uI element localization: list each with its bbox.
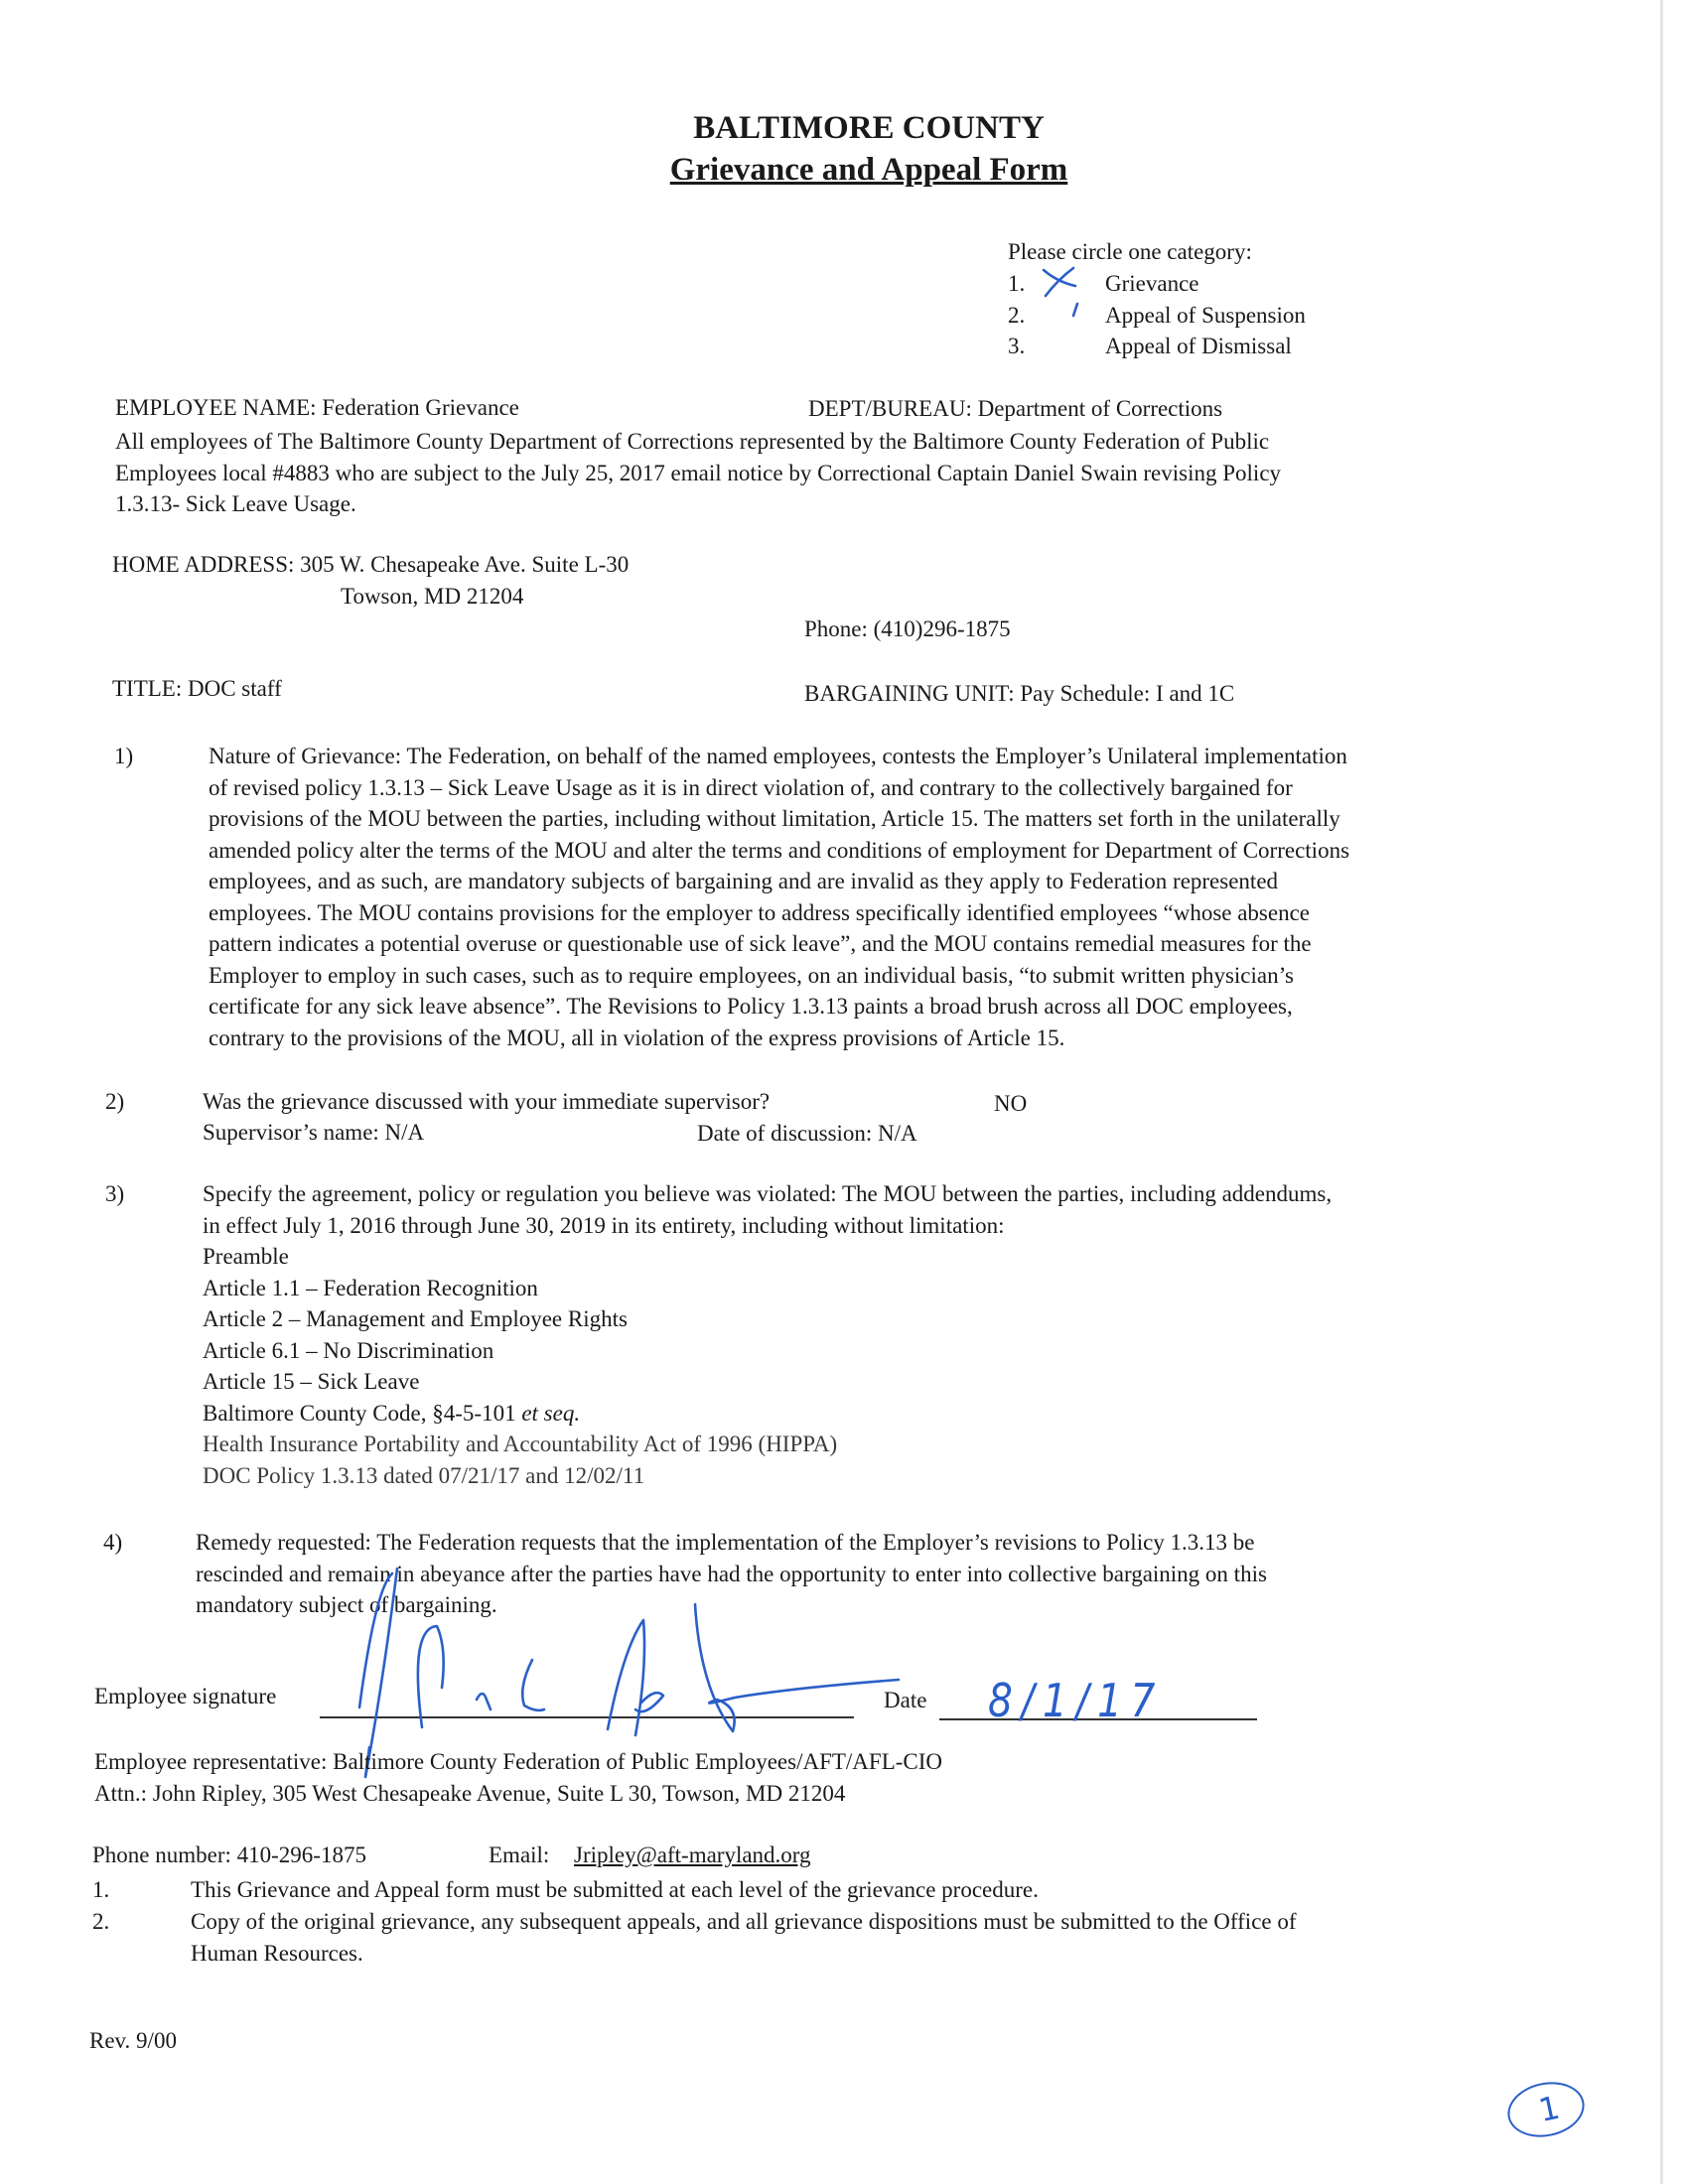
employee-representative: Employee representative: Baltimore County Federation of Public Employees/AFT/AFL-CIO: [94, 1749, 943, 1774]
remedy-requested: [196, 1527, 1267, 1621]
text-line: This Grievance and Appeal form must be submitted at each level of the grievance procedure.: [191, 1877, 1039, 1902]
note-1: [191, 1874, 1039, 1906]
text-line: Human Resources.: [191, 1940, 363, 1966]
page-title: BALTIMORE COUNTY: [693, 110, 1045, 146]
email-label: Email:: [489, 1843, 550, 1867]
text-line: [203, 1398, 1332, 1430]
text-line: 1.3.13- Sick Leave Usage.: [115, 491, 356, 516]
section-2-number: 2): [105, 1089, 125, 1114]
note-2-number: 2.: [92, 1909, 110, 1934]
text-line: Article 1.1 – Federation Recognition: [203, 1275, 538, 1300]
handwritten-x-mark: [1038, 260, 1107, 320]
category-appeal-suspension[interactable]: Appeal of Suspension: [1105, 303, 1306, 328]
text-line: pattern indicates a potential overuse or questionable use of sick leave”, and the MOU contains remedial measures for the: [209, 931, 1312, 956]
category-prompt: Please circle one category:: [1008, 239, 1252, 264]
form-title: Grievance and Appeal Form: [669, 152, 1068, 188]
text-line: Nature of Grievance: The Federation, on behalf of the named employees, contests the Employer’s Unilateral implementation: [209, 744, 1347, 768]
text-line: employees. The MOU contains provisions for the employer to address specifically identified employees “whose absence: [209, 899, 1311, 925]
supervisor-question: Was the grievance discussed with your immediate supervisor?: [203, 1089, 771, 1114]
text-line: certificate for any sick leave absence”. The Revisions to Policy 1.3.13 paints a broad brush across all DOC employees,: [209, 994, 1293, 1019]
section-3-number: 3): [105, 1181, 125, 1206]
supervisor-answer: NO: [994, 1091, 1028, 1116]
scan-edge: [1660, 0, 1663, 2184]
section-1-number: 1): [114, 744, 134, 768]
home-address-line2: Towson, MD 21204: [341, 584, 524, 609]
category-num-2: 2.: [1008, 303, 1026, 328]
date-label: Date: [884, 1688, 927, 1712]
text-line: Employees local #4883 who are subject to the July 25, 2017 email notice by Correctional Captain Daniel Swain revising Policy: [115, 460, 1282, 485]
category-num-3: 3.: [1008, 334, 1026, 358]
text-line: Article 2 – Management and Employee Rights: [203, 1306, 628, 1331]
county-code: Baltimore County Code, §4-5-101: [203, 1400, 522, 1426]
text-line: contrary to the provisions of the MOU, all in violation of the express provisions of Article 15.: [209, 1024, 1065, 1050]
email-link[interactable]: Jripley@aft-maryland.org: [574, 1843, 811, 1867]
representative-phone: Phone number: 410-296-1875: [92, 1843, 366, 1867]
bargaining-unit: BARGAINING UNIT: Pay Schedule: I and 1C: [804, 681, 1235, 706]
page-number: 1: [1535, 2088, 1564, 2130]
handwritten-date: 8/1/17: [988, 1674, 1164, 1727]
text-line: amended policy alter the terms of the MOU and alter the terms and conditions of employment for Department of Corrections: [209, 837, 1350, 863]
text-line: Preamble: [203, 1244, 289, 1269]
text-line: provisions of the MOU between the parties, including without limitation, Article 15. The matters set forth in the unilaterally: [209, 806, 1340, 831]
violated-agreements: [203, 1178, 1332, 1491]
text-line: DOC Policy 1.3.13 dated 07/21/17 and 12/02/11: [203, 1462, 645, 1488]
note-2: [191, 1906, 1297, 1969]
signature-label: Employee signature: [94, 1684, 277, 1708]
category-appeal-dismissal[interactable]: Appeal of Dismissal: [1105, 334, 1292, 358]
text-line: Employer to employ in such cases, such as to require employees, on an individual basis, “to submit written physician’s: [209, 962, 1294, 988]
note-1-number: 1.: [92, 1877, 110, 1902]
dept-bureau: DEPT/BUREAU: Department of Corrections: [808, 396, 1223, 421]
revision-label: Rev. 9/00: [89, 2028, 177, 2053]
text-line: employees, and as such, are mandatory subjects of bargaining and are invalid as they apply to Federation represented: [209, 869, 1279, 893]
home-address: HOME ADDRESS: 305 W. Chesapeake Ave. Suite L-30: [112, 552, 630, 577]
nature-of-grievance: [209, 741, 1349, 1053]
phone: Phone: (410)296-1875: [804, 616, 1011, 641]
discussion-date: Date of discussion: N/A: [697, 1121, 917, 1146]
text-line: of revised policy 1.3.13 – Sick Leave Usage as it is in direct violation of, and contrary to the collectively bargained for: [209, 774, 1293, 800]
employee-description: [115, 426, 1281, 520]
text-line: in effect July 1, 2016 through June 30, 2019 in its entirety, including without limitation:: [203, 1212, 1005, 1238]
et-seq: et seq.: [521, 1400, 581, 1426]
text-line: Specify the agreement, policy or regulation you believe was violated: The MOU between the parties, including addendums,: [203, 1181, 1333, 1206]
text-line: Article 15 – Sick Leave: [203, 1369, 420, 1394]
employee-name: EMPLOYEE NAME: Federation Grievance: [115, 395, 519, 420]
page-number-mark: [1502, 2075, 1590, 2143]
supervisor-name: Supervisor’s name: N/A: [203, 1120, 425, 1145]
section-4-number: 4): [103, 1530, 123, 1555]
text-line: Article 6.1 – No Discrimination: [203, 1337, 494, 1363]
category-grievance[interactable]: Grievance: [1105, 271, 1199, 296]
text-line: Health Insurance Portability and Accountability Act of 1996 (HIPPA): [203, 1432, 838, 1456]
representative-address: Attn.: John Ripley, 305 West Chesapeake Avenue, Suite L 30, Towson, MD 21204: [94, 1781, 846, 1806]
text-line: rescinded and remain in abeyance after the parties have had the opportunity to enter into collective bargaining on this: [196, 1561, 1267, 1586]
category-num-1: 1.: [1008, 271, 1026, 296]
signature-line[interactable]: [320, 1716, 854, 1718]
text-line: Remedy requested: The Federation requests that the implementation of the Employer’s revisions to Policy 1.3.13 be: [196, 1530, 1255, 1555]
employee-title: TITLE: DOC staff: [112, 676, 282, 701]
text-line: mandatory subject of bargaining.: [196, 1592, 497, 1617]
text-line: Copy of the original grievance, any subsequent appeals, and all grievance dispositions must be submitted to the Office of: [191, 1909, 1297, 1934]
text-line: All employees of The Baltimore County Department of Corrections represented by the Baltimore County Federation of Public: [115, 429, 1270, 454]
